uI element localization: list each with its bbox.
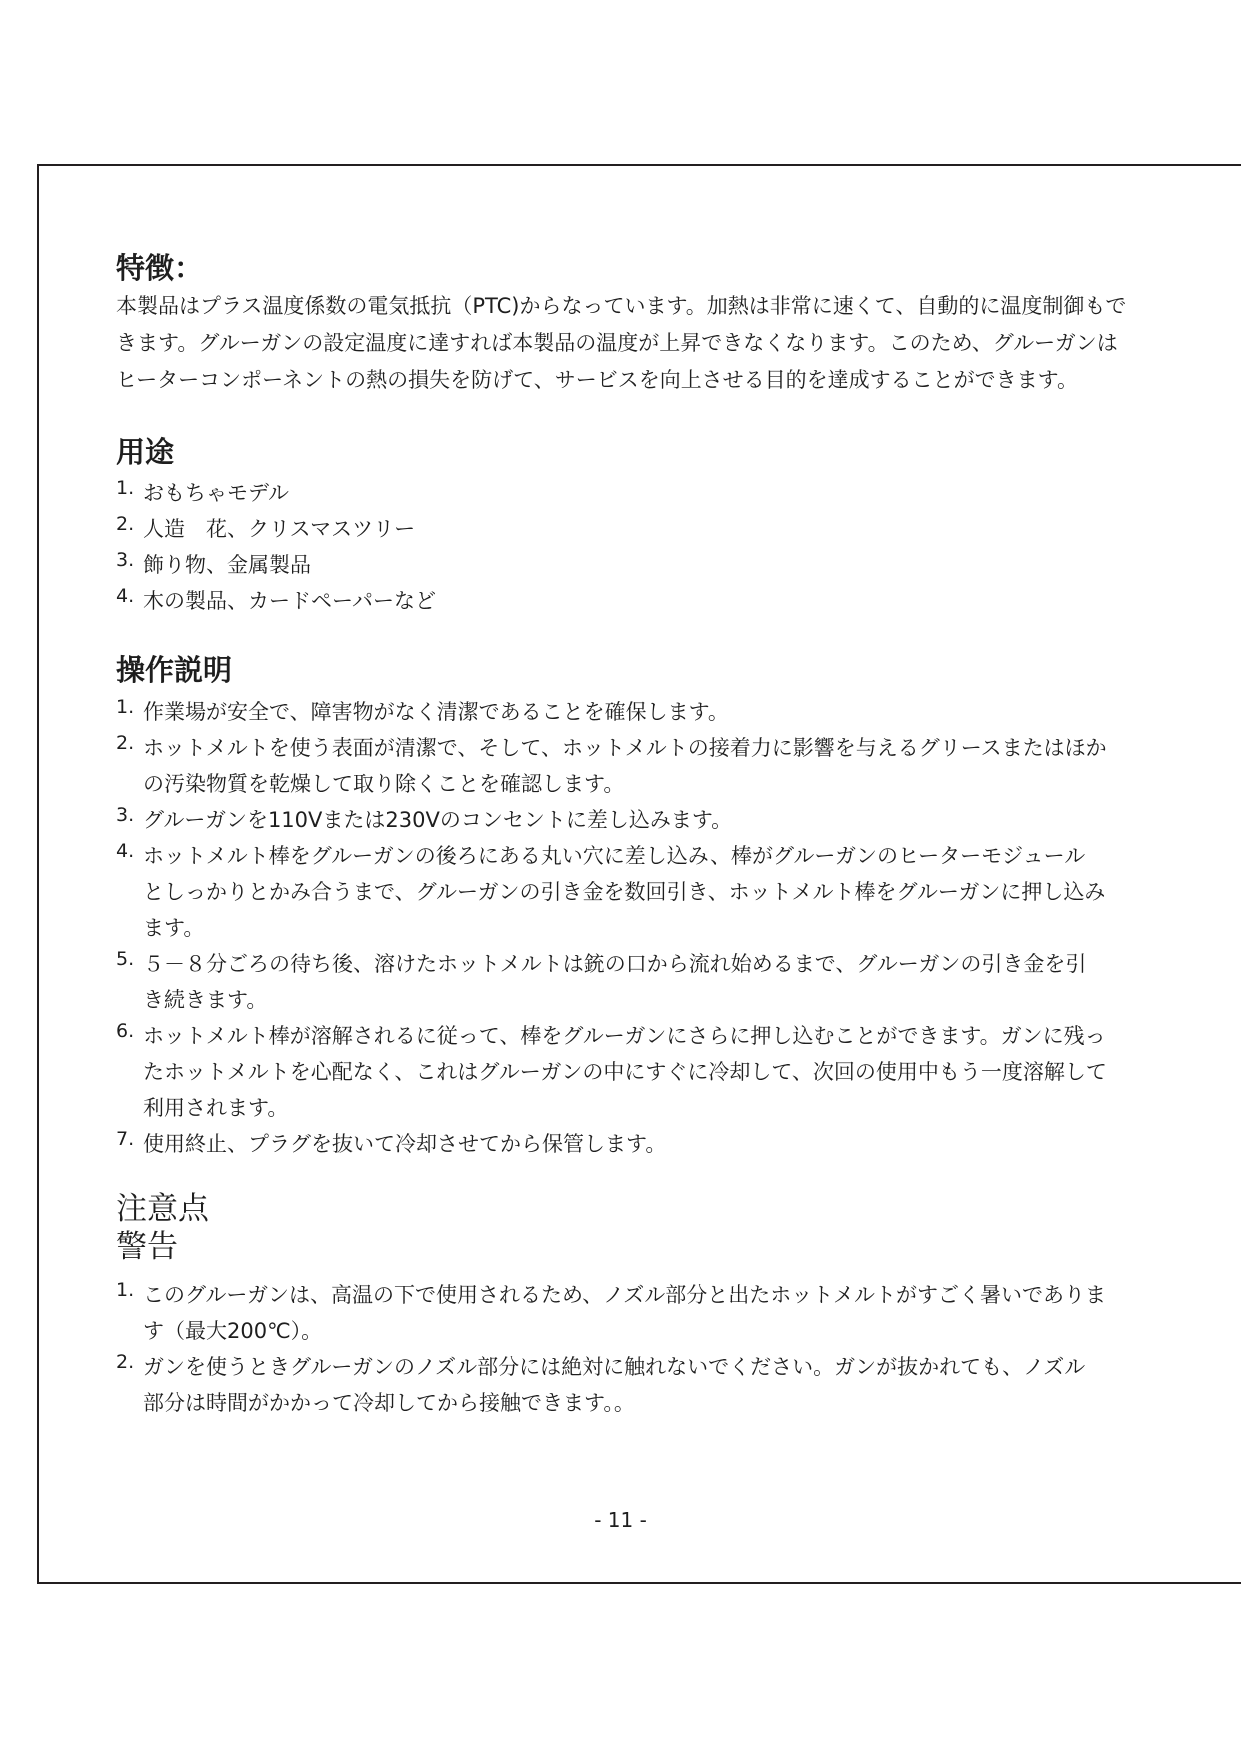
features-line: 本製品はプラス温度係数の電気抵抗（PTC)からなっています。加熱は非常に速くて、自動的に温度制御もで: [116, 294, 1127, 318]
list-item-text: としっかりとかみ合うまで、グルーガンの引き金を数回引き、ホットメルト棒をグルーガンに押し込み: [143, 880, 1106, 904]
list-item: [116, 1277, 1196, 1349]
list-item-text: 飾り物、金属製品: [143, 553, 311, 577]
operation-heading: 操作説明: [116, 653, 233, 687]
list-item-text: ホットメルトを使う表面が清潔で、そして、ホットメルトの接着力に影響を与えるグリースまたはほか: [143, 736, 1107, 760]
list-item-number: 2.: [116, 513, 135, 535]
features-line: きます。グルーガンの設定温度に達すれば本製品の温度が上昇できなくなります。このため、グルーガンは: [116, 331, 1118, 355]
list-item-text: き続きます。: [143, 988, 268, 1012]
list-item-text: たホットメルトを心配なく、これはグルーガンの中にすぐに冷却して、次回の使用中もう一度溶解して: [143, 1060, 1107, 1084]
warning-heading: 警告: [116, 1229, 178, 1265]
features-paragraph: [116, 288, 1196, 399]
list-item: [116, 475, 1196, 511]
list-item-number: 2.: [116, 1351, 135, 1373]
list-item-number: 3.: [116, 804, 135, 826]
list-item: [116, 583, 1196, 619]
features-line: ヒーターコンポーネントの熱の損失を防げて、サービスを向上させる目的を達成することができます。: [116, 368, 1079, 392]
list-item-text: 人造 花、クリスマスツリー: [143, 517, 416, 541]
list-item: [116, 802, 1196, 838]
operation-list: [116, 694, 1196, 1162]
list-item-number: 4.: [116, 840, 135, 862]
list-item-text: ます。: [143, 916, 205, 940]
list-item-text: おもちゃモデル: [143, 481, 289, 505]
uses-heading: 用途: [116, 435, 175, 469]
list-item: [116, 946, 1196, 1018]
list-item: [116, 730, 1196, 802]
list-item-text: 部分は時間がかかって冷却してから接触できます。。: [143, 1391, 635, 1415]
list-item-text: ホットメルト棒をグルーガンの後ろにある丸い穴に差し込み、棒がグルーガンのヒーターモジュール: [143, 844, 1086, 868]
uses-list: [116, 475, 1196, 619]
list-item-number: 6.: [116, 1020, 135, 1042]
list-item-text: の汚染物質を乾燥して取り除くことを確認します。: [143, 772, 625, 796]
list-item-text: グルーガンを110Vまたは230Vのコンセントに差し込みます。: [143, 808, 733, 832]
cautions-heading: 注意点: [116, 1191, 209, 1227]
list-item-number: 4.: [116, 585, 135, 607]
features-heading: 特徴：: [116, 251, 204, 285]
list-item: [116, 1018, 1196, 1126]
list-item-text: ホットメルト棒が溶解されるに従って、棒をグルーガンにさらに押し込むことができます。ガンに残っ: [143, 1024, 1106, 1048]
list-item: [116, 1126, 1196, 1162]
list-item-number: 2.: [116, 732, 135, 754]
list-item-text: 利用されます。: [143, 1096, 289, 1120]
list-item: [116, 511, 1196, 547]
list-item-number: 1.: [116, 1279, 135, 1301]
list-item-number: 1.: [116, 477, 135, 499]
list-item: [116, 838, 1196, 946]
list-item-text: ガンを使うときグルーガンのノズル部分には絶対に触れないでください。ガンが抜かれても、ノズル: [143, 1355, 1086, 1379]
cautions-list: [116, 1277, 1196, 1421]
list-item: [116, 547, 1196, 583]
list-item-text: 使用終止、プラグを抜いて冷却させてから保管します。: [143, 1132, 667, 1156]
list-item: [116, 694, 1196, 730]
list-item-number: 7.: [116, 1128, 135, 1150]
list-item-text: ５－８分ごろの待ち後、溶けたホットメルトは銃の口から流れ始めるまで、グルーガンの引き金を引: [143, 952, 1087, 976]
list-item-number: 1.: [116, 696, 135, 718]
list-item-text: す（最大200℃）。: [143, 1319, 323, 1343]
list-item-number: 3.: [116, 549, 135, 571]
list-item-text: 木の製品、カードペーパーなど: [143, 589, 436, 613]
page-number: - 11 -: [594, 1508, 647, 1532]
list-item: [116, 1349, 1196, 1421]
list-item-number: 5.: [116, 948, 135, 970]
list-item-text: 作業場が安全で、障害物がなく清潔であることを確保します。: [143, 700, 729, 724]
list-item-text: このグルーガンは、高温の下で使用されるため、ノズル部分と出たホットメルトがすごく暑いでありま: [143, 1283, 1107, 1307]
